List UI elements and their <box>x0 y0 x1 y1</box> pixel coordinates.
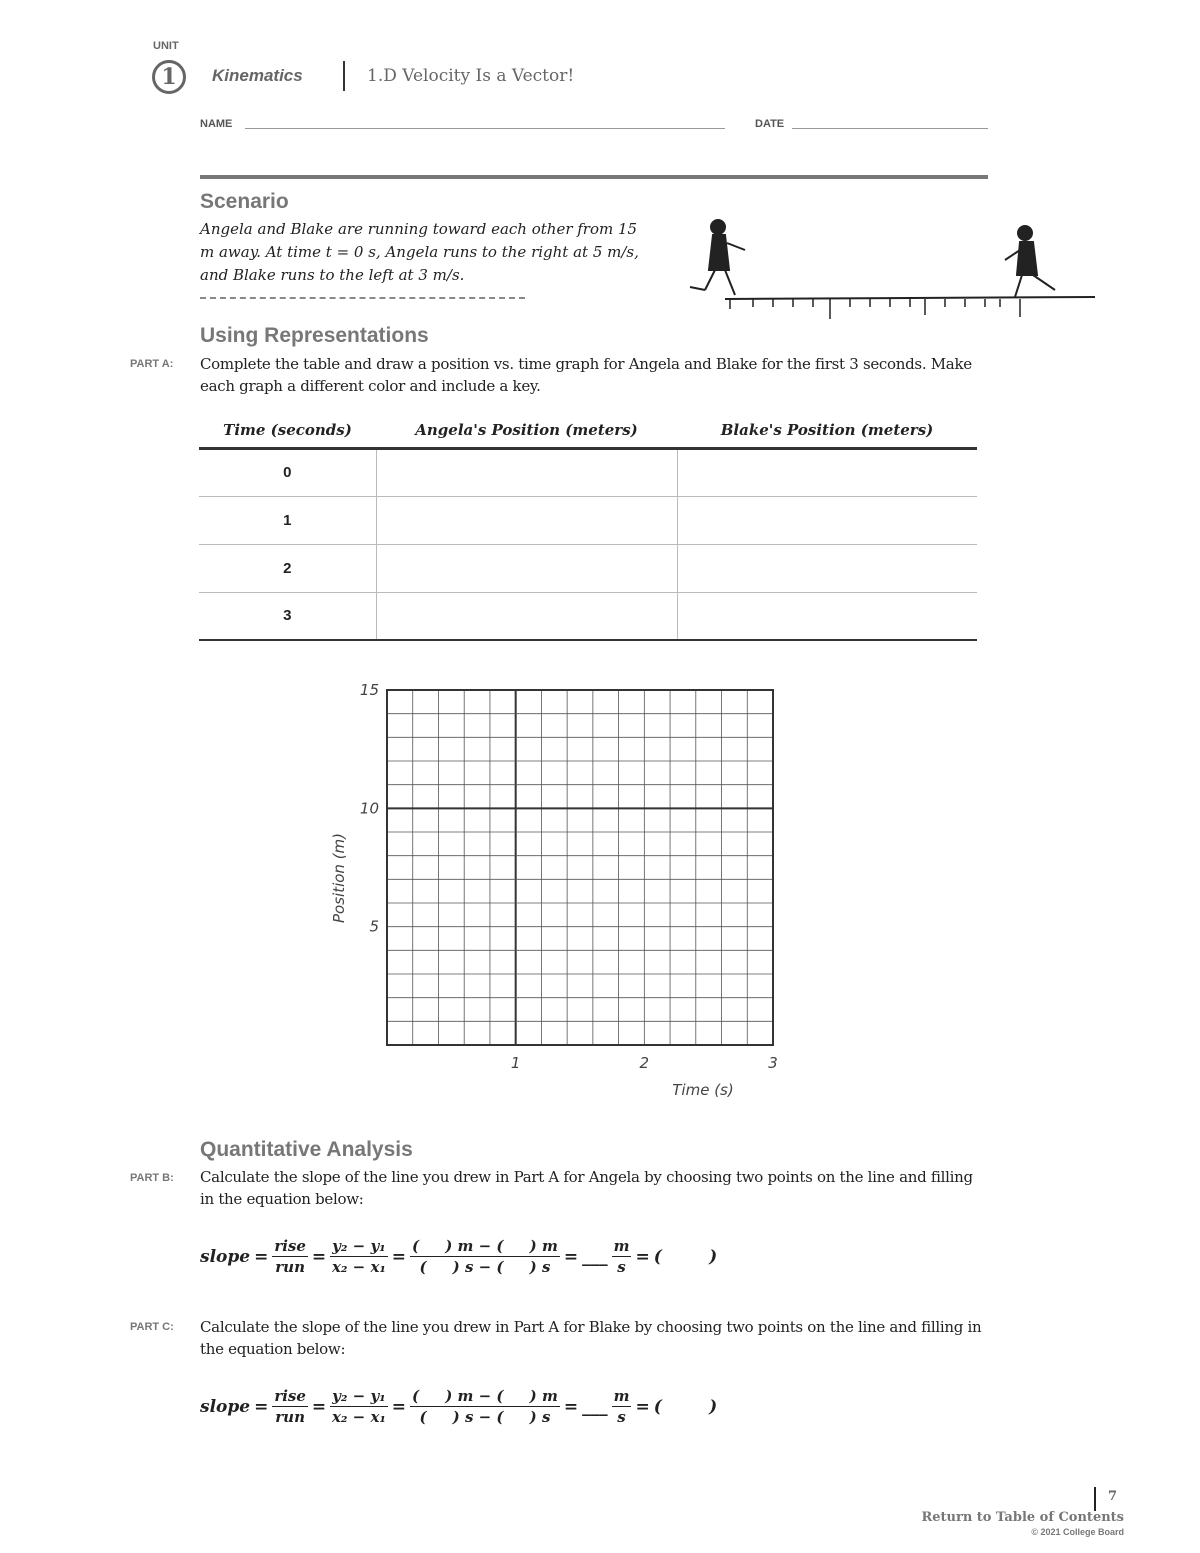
slope-word: slope <box>200 1246 251 1267</box>
page-number: 7 <box>1108 1489 1118 1504</box>
header-time: Time (seconds) <box>199 414 376 448</box>
scenario-text: Angela and Blake are running toward each other from 15 m away. At time t = 0 s, Angela runs to the right at 5 m/s, and Blake runs to the left at 3 m/s. <box>200 220 639 284</box>
runners-illustration <box>685 215 1100 325</box>
equals: = <box>635 1246 650 1267</box>
part-a-text: Complete the table and draw a position vs. time graph for Angela and Blake for the first 3 seconds. Make each graph a different color and include a key. <box>200 355 972 395</box>
unit-label: UNIT <box>153 40 179 52</box>
lesson-title: 1.D Velocity Is a Vector! <box>367 66 575 86</box>
part-b-label: PART B: <box>130 1172 174 1184</box>
position-table <box>199 414 977 641</box>
part-c-text: Calculate the slope of the line you drew in Part A for Blake by choosing two points on the line and filling in the equation below: <box>200 1318 982 1358</box>
result-blank[interactable]: ( ) <box>653 1246 718 1267</box>
blake-cell[interactable] <box>677 544 977 592</box>
angela-cell[interactable] <box>376 496 677 544</box>
y-tick-label: 10 <box>359 799 379 818</box>
equals: = <box>635 1396 650 1417</box>
time-cell: 0 <box>199 448 376 496</box>
unit-s: s <box>617 1408 626 1426</box>
representations-heading: Using Representations <box>200 324 429 347</box>
x-tick-label: 3 <box>768 1054 778 1072</box>
equals: = <box>563 1396 579 1417</box>
seconds-blank[interactable]: ( ) s − ( ) s <box>419 1258 551 1276</box>
header-angela: Angela's Position (meters) <box>376 414 677 448</box>
divider <box>343 61 345 91</box>
scenario-heading: Scenario <box>200 190 289 213</box>
name-label: NAME <box>200 118 233 130</box>
time-cell: 3 <box>199 592 376 640</box>
equals: = <box>254 1246 269 1267</box>
angela-figure <box>690 220 745 295</box>
time-cell: 1 <box>199 496 376 544</box>
footer-divider <box>1094 1487 1096 1511</box>
time-cell: 2 <box>199 544 376 592</box>
x-difference: x₂ − x₁ <box>331 1258 386 1276</box>
dashed-divider <box>200 297 525 299</box>
section-rule <box>200 175 988 179</box>
value-blank[interactable]: ___ <box>582 1396 608 1417</box>
unit-m: m <box>613 1237 630 1255</box>
slope-equation-blake <box>200 1386 717 1427</box>
table-row <box>199 448 977 496</box>
meters-blank[interactable]: ( ) m − ( ) m <box>412 1237 558 1255</box>
date-label: DATE <box>755 118 785 130</box>
toc-link[interactable]: Return to Table of Contents <box>921 1510 1124 1525</box>
run: run <box>275 1408 305 1426</box>
slope-word: slope <box>200 1396 251 1417</box>
x-axis-label: Time (s) <box>672 1081 734 1099</box>
blake-figure <box>1005 226 1055 297</box>
equals: = <box>391 1246 407 1267</box>
y-tick-label: 5 <box>369 917 379 936</box>
unit-m: m <box>613 1387 630 1405</box>
unit-s: s <box>617 1258 626 1276</box>
name-field[interactable] <box>245 128 725 129</box>
rise: rise <box>274 1387 306 1405</box>
blake-cell[interactable] <box>677 592 977 640</box>
result-blank[interactable]: ( ) <box>653 1396 718 1417</box>
angela-cell[interactable] <box>376 448 677 496</box>
analysis-heading: Quantitative Analysis <box>200 1138 413 1161</box>
equals: = <box>311 1246 327 1267</box>
y-difference: y₂ − y₁ <box>332 1387 386 1405</box>
angela-cell[interactable] <box>376 592 677 640</box>
equals: = <box>311 1396 327 1417</box>
x-tick-label: 2 <box>639 1054 650 1072</box>
part-c-label: PART C: <box>130 1321 174 1333</box>
table-row <box>199 544 977 592</box>
value-blank[interactable]: ___ <box>582 1246 608 1267</box>
equals: = <box>391 1396 407 1417</box>
date-field[interactable] <box>792 128 988 129</box>
copyright: © 2021 College Board <box>1031 1527 1124 1537</box>
unit-number: 1 <box>152 60 186 94</box>
slope-equation-angela <box>200 1236 717 1277</box>
y-difference: y₂ − y₁ <box>332 1237 386 1255</box>
part-a-label: PART A: <box>130 358 174 370</box>
blake-cell[interactable] <box>677 496 977 544</box>
y-axis-label: Position (m) <box>330 832 348 924</box>
blake-cell[interactable] <box>677 448 977 496</box>
rise: rise <box>274 1237 306 1255</box>
plot-frame <box>387 690 773 1045</box>
x-difference: x₂ − x₁ <box>331 1408 386 1426</box>
equals: = <box>563 1246 579 1267</box>
header-blake: Blake's Position (meters) <box>677 414 977 448</box>
meters-blank[interactable]: ( ) m − ( ) m <box>412 1387 558 1405</box>
unit-title: Kinematics <box>212 66 303 85</box>
position-time-graph[interactable] <box>320 675 800 1105</box>
part-b-text: Calculate the slope of the line you drew in Part A for Angela by choosing two points on the line and filling in the equation below: <box>200 1168 973 1208</box>
seconds-blank[interactable]: ( ) s − ( ) s <box>419 1408 551 1426</box>
y-tick-label: 15 <box>359 681 379 699</box>
run: run <box>275 1258 305 1276</box>
angela-cell[interactable] <box>376 544 677 592</box>
equals: = <box>254 1396 269 1417</box>
table-row <box>199 496 977 544</box>
table-row <box>199 592 977 640</box>
x-tick-label: 1 <box>510 1054 521 1072</box>
